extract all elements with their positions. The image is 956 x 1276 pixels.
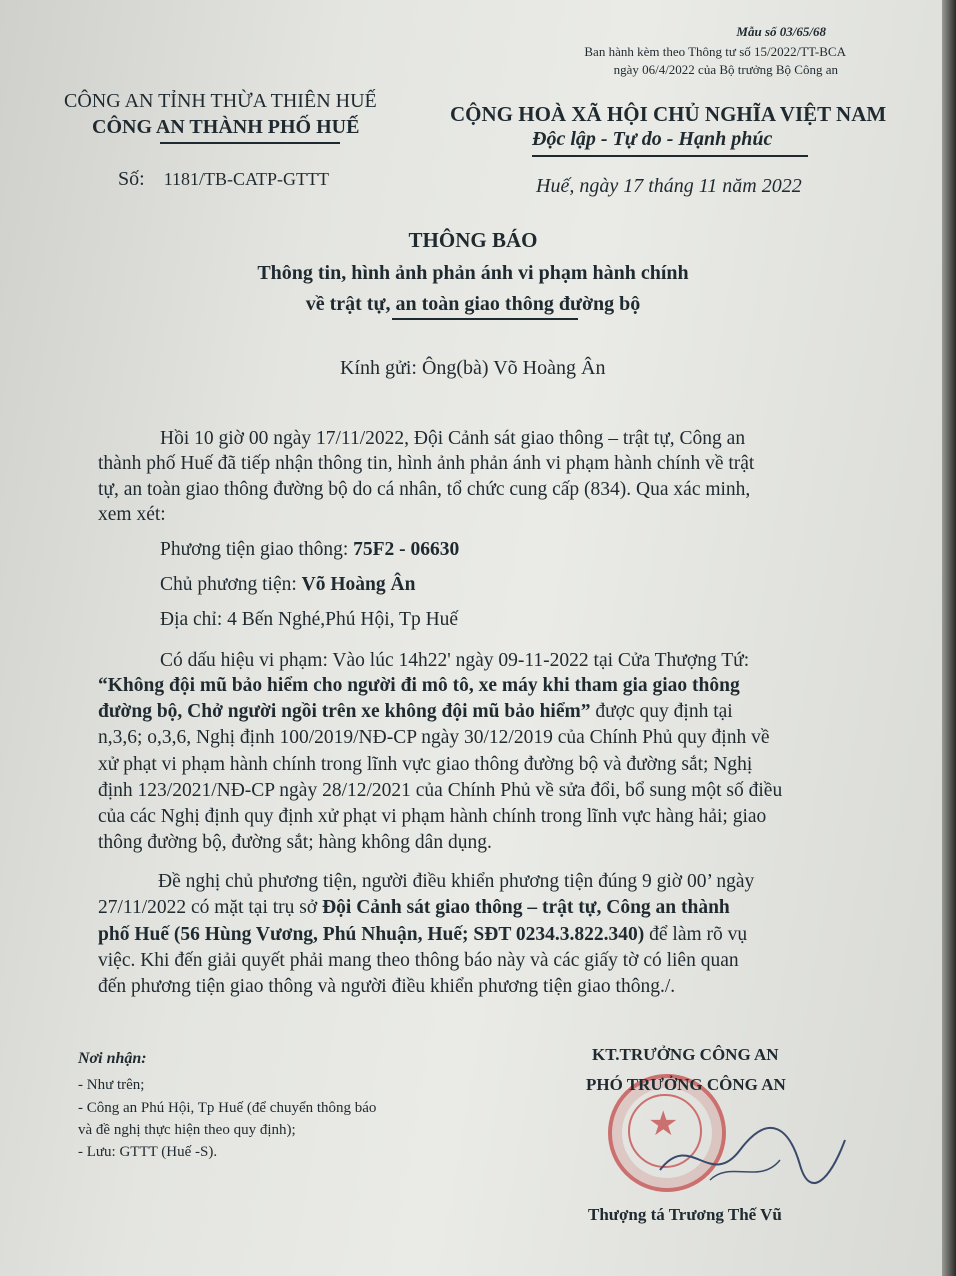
recipient-line: - Công an Phú Hội, Tp Huế (để chuyển thông báo [78, 1100, 377, 1116]
request-line: đến phương tiện giao thông và người điều khiển phương tiện giao thông./. [98, 976, 676, 997]
nation-title: CỘNG HOÀ XÃ HỘI CHỦ NGHĨA VIỆT NAM [450, 102, 887, 126]
violation-line: của các Nghị định quy định xử phạt vi phạm hành chính trong lĩnh vực hàng hải; giao [98, 806, 767, 827]
greeting: Kính gửi: Ông(bà) Võ Hoàng Ân [340, 357, 606, 379]
document-subtitle-2: về trật tự, an toàn giao thông đường bộ [305, 293, 641, 315]
request-office: Đội Cảnh sát giao thông – trật tự, Công an thành [322, 897, 730, 918]
request-line [98, 924, 747, 946]
violation-text: được quy định tại [590, 701, 733, 722]
address-line: Địa chỉ: 4 Bến Nghé,Phú Hội, Tp Huế [160, 609, 459, 630]
form-reference-line: Ban hành kèm theo Thông tư số 15/2022/TT-BCA [584, 44, 846, 59]
owner-name: Võ Hoàng Ân [301, 574, 416, 595]
number-value: 1181/TB-CATP-GTTT [163, 169, 330, 189]
recipient-line: và đề nghị thực hiện theo quy định); [78, 1122, 296, 1138]
recipients-heading: Nơi nhận: [78, 1050, 147, 1067]
recipient-line: - Lưu: GTTT (Huế -S). [78, 1144, 218, 1160]
violation-line: định 123/2021/NĐ-CP ngày 28/12/2021 của Chính Phủ về sửa đổi, bổ sung một số điều [98, 780, 783, 801]
seal-star-icon: ★ [648, 1106, 679, 1143]
vehicle-line [160, 539, 459, 561]
request-line: Đề nghị chủ phương tiện, người điều khiển phương tiện đúng 9 giờ 00’ ngày [158, 871, 755, 892]
page-edge-shadow [942, 0, 956, 1276]
motto-underline [532, 155, 808, 157]
agency-underline [160, 142, 340, 144]
violation-description: đường bộ, Chở người ngồi trên xe không đội mũ bảo hiểm” [98, 701, 591, 722]
agency-parent: CÔNG AN TỈNH THỪA THIÊN HUẾ [64, 90, 377, 112]
violation-line: “Không đội mũ bảo hiểm cho người đi mô tô, xe máy khi tham gia giao thông [98, 675, 740, 696]
document-number [118, 168, 329, 191]
form-code: Mẫu số 03/65/68 [736, 24, 826, 39]
violation-line: Có dấu hiệu vi phạm: Vào lúc 14h22' ngày 09-11-2022 tại Cửa Thượng Tứ: [160, 650, 750, 671]
violation-line: xử phạt vi phạm hành chính trong lĩnh vực giao thông đường bộ và đường sắt; Nghị [98, 754, 753, 775]
violation-line: n,3,6; o,3,6, Nghị định 100/2019/NĐ-CP ngày 30/12/2019 của Chính Phủ quy định về [98, 727, 770, 748]
body-line: xem xét: [98, 504, 166, 525]
request-line [98, 897, 730, 919]
signature-title-2: PHÓ TRƯỞNG CÔNG AN [586, 1075, 786, 1094]
handwritten-signature [650, 1110, 850, 1200]
vehicle-plate: 75F2 - 06630 [353, 539, 460, 560]
nation-motto: Độc lập - Tự do - Hạnh phúc [532, 128, 773, 150]
violation-line [98, 701, 733, 723]
issue-date: Huế, ngày 17 tháng 11 năm 2022 [536, 175, 802, 197]
request-address: phố Huế (56 Hùng Vương, Phú Nhuận, Huế; SĐT 0234.3.822.340) [98, 924, 645, 945]
request-text: để làm rõ vụ [644, 924, 748, 945]
owner-line [160, 574, 415, 596]
vehicle-label: Phương tiện giao thông: [160, 539, 354, 560]
body-line: tự, an toàn giao thông đường bộ do cá nhân, tổ chức cung cấp (834). Qua xác minh, [98, 479, 751, 500]
signer-name: Thượng tá Trương Thế Vũ [588, 1205, 782, 1224]
owner-label: Chủ phương tiện: [160, 574, 302, 595]
body-line: thành phố Huế đã tiếp nhận thông tin, hình ảnh phản ánh vi phạm hành chính về trật [98, 453, 755, 474]
request-text: 27/11/2022 có mặt tại trụ sở [98, 897, 323, 918]
body-line: Hồi 10 giờ 00 ngày 17/11/2022, Đội Cảnh sát giao thông – trật tự, Công an [160, 428, 746, 449]
form-reference-date: ngày 06/4/2022 của Bộ trưởng Bộ Công an [613, 62, 838, 77]
violation-line: thông đường bộ, đường sắt; hàng không dân dụng. [98, 832, 492, 853]
agency-name: CÔNG AN THÀNH PHỐ HUẾ [92, 116, 360, 138]
document-title: THÔNG BÁO [408, 228, 538, 252]
request-line: việc. Khi đến giải quyết phải mang theo thông báo này và các giấy tờ có liên quan [98, 950, 739, 971]
title-underline [392, 318, 578, 320]
recipient-line: - Như trên; [78, 1077, 145, 1093]
document-subtitle-1: Thông tin, hình ảnh phản ánh vi phạm hành chính [257, 262, 689, 284]
number-label: Số: [118, 168, 145, 190]
signature-title-1: KT.TRƯỞNG CÔNG AN [592, 1045, 779, 1064]
